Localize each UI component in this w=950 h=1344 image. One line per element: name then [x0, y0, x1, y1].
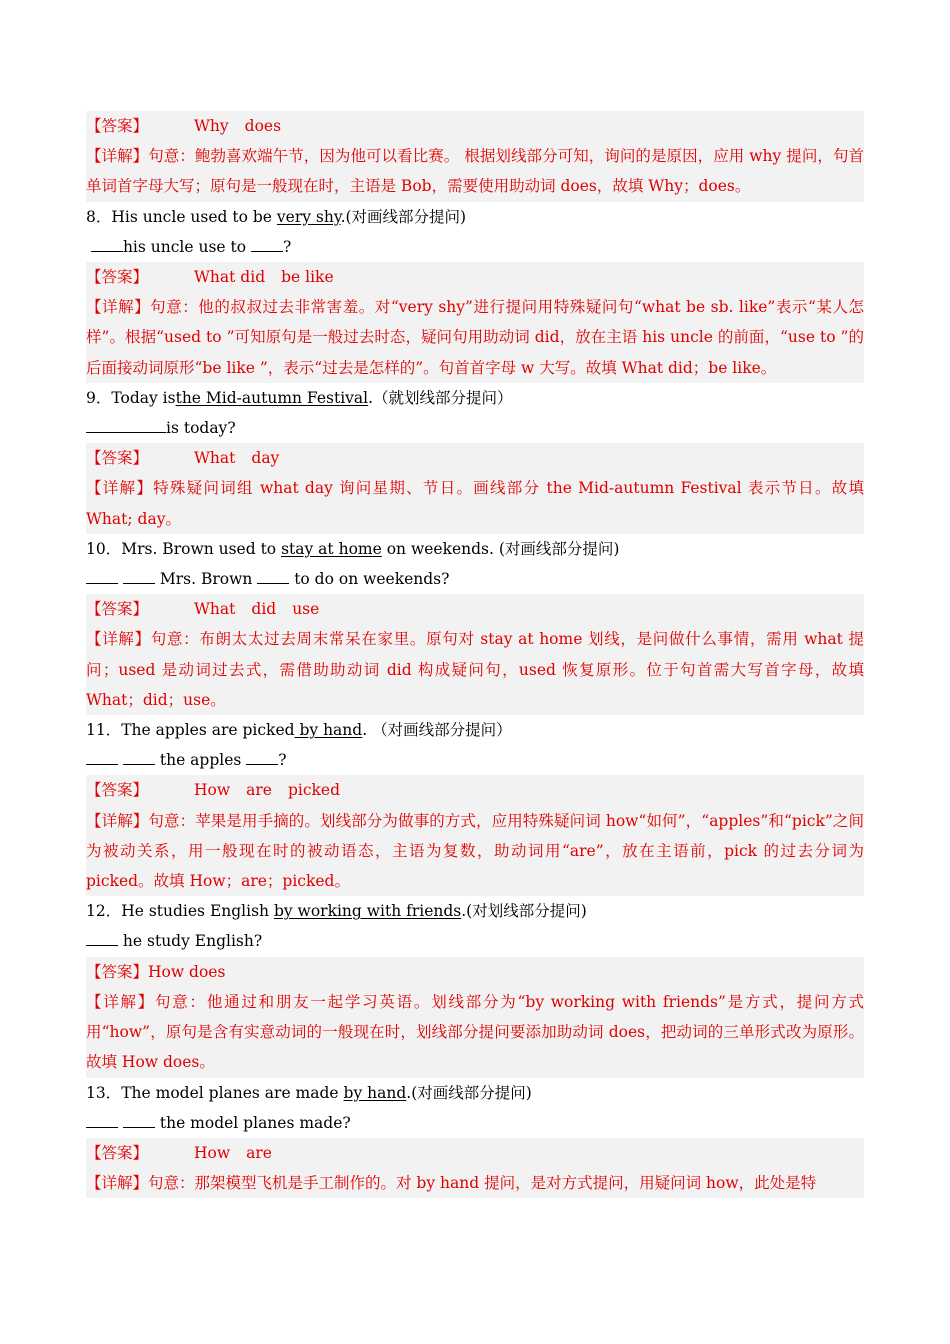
underlined-phrase: stay at home	[281, 539, 382, 558]
answer-part: does	[244, 117, 282, 135]
fill-line-10: Mrs. Brown to do on weekends?	[86, 564, 864, 594]
content	[86, 111, 864, 1198]
answer-line-10	[86, 594, 864, 624]
answer-line-11	[86, 775, 864, 805]
answer-label: 【答案】	[86, 449, 149, 468]
answer-label: 【答案】	[86, 117, 149, 135]
answer-line-12: 【答案】How does	[86, 962, 226, 981]
answer-part: How	[194, 1143, 231, 1162]
detail-7: 【详解】句意：鲍勃喜欢端午节，因为他可以看比赛。 根据划线部分可知，询问的是原因，应用 why 提问，句首单词首字母大写；原句是一般现在时，主语是 Bob，需要使用助动词 does，故填 Why；does。	[86, 147, 864, 196]
detail-12: 【详解】句意：他通过和朋友一起学习英语。划线部分为“by working with friends”是方式，提问方式用“how”，原句是含有实意动词的一般现在时，划线部分提问要添加助动词 does，把动词的三单形式改为原形。故填 How does。	[86, 992, 864, 1072]
answer-part: What	[194, 449, 236, 468]
underlined-phrase: very shy	[276, 207, 341, 226]
answer-box-9	[86, 443, 864, 534]
answer-part: Why	[194, 117, 229, 135]
blank[interactable]	[86, 750, 118, 765]
fill-line-12: he study English?	[86, 926, 864, 956]
detail-10: 【详解】句意：布朗太太过去周末常呆在家里。原句对 stay at home 划线，是问做什么事情，需用 what 提问；used 是动词过去式，需借助助动词 did 构成疑问句，used 恢复原形。位于句首需大写首字母，故填 What；did；use。	[86, 630, 864, 709]
answer-part: be like	[281, 268, 334, 287]
underlined-phrase: by hand	[343, 1083, 407, 1102]
fill-line-9: is today?	[86, 413, 864, 443]
question-9: 9．Today isthe Mid-autumn Festival.（就划线部分提问）	[86, 388, 513, 407]
answer-line-7	[86, 111, 864, 141]
blank[interactable]	[86, 418, 166, 433]
blank[interactable]	[86, 569, 118, 584]
underlined-phrase: the Mid-autumn Festival	[175, 388, 369, 407]
blank[interactable]	[123, 569, 155, 584]
answer-line-8	[86, 262, 864, 292]
answer-line-9	[86, 443, 864, 473]
question-8: 8．His uncle used to be very shy.(对画线部分提问)	[86, 207, 467, 226]
blank[interactable]	[123, 1113, 155, 1128]
answer-part: use	[292, 600, 320, 619]
blank[interactable]	[251, 237, 283, 252]
question-12: 12．He studies English by working with friends.(对划线部分提问)	[86, 902, 587, 921]
answer-part: are	[246, 1143, 272, 1162]
blank[interactable]	[246, 750, 278, 765]
question-10: 10．Mrs. Brown used to stay at home on weekends. (对画线部分提问)	[86, 539, 620, 558]
answer-box-13	[86, 1138, 864, 1198]
answer-label: 【答案】	[86, 600, 149, 619]
answer-label: 【答案】	[86, 1143, 149, 1162]
blank[interactable]	[257, 569, 289, 584]
answer-part: picked	[287, 781, 341, 800]
answer-part: What did	[194, 268, 266, 287]
detail-9: 【详解】特殊疑问词组 what day 询问星期、节日。画线部分 the Mid-autumn Festival 表示节日。故填 What; day。	[86, 479, 864, 528]
answer-part: day	[251, 449, 280, 468]
fill-line-11: the apples ?	[86, 745, 864, 775]
underlined-phrase: by hand	[294, 721, 363, 740]
fill-line-8: his uncle use to ?	[86, 232, 864, 262]
answer-part: did	[251, 600, 277, 619]
question-11: 11．The apples are picked by hand. （对画线部分提问）	[86, 721, 512, 740]
answer-part: are	[246, 781, 272, 800]
blank[interactable]	[91, 237, 123, 252]
answer-box-12	[86, 957, 864, 1078]
blank[interactable]	[86, 931, 118, 946]
answer-box-8	[86, 262, 864, 383]
answer-box-7	[86, 111, 864, 202]
detail-8: 【详解】句意：他的叔叔过去非常害羞。对“very shy”进行提问用特殊疑问句“what be sb. like”表示“某人怎样”。根据“used to ”可知原句是一般过去时态，疑问句用助动词 did，放在主语 his uncle 的前面，“use to ”的后面接动词原形“be like ”，表示“过去是怎样的”。句首首字母 w 大写。故填 What did；be like。	[86, 298, 864, 377]
underlined-phrase: by working with friends	[273, 902, 462, 921]
blank[interactable]	[123, 750, 155, 765]
answer-label: 【答案】	[86, 781, 149, 800]
answer-part: What	[194, 600, 236, 619]
question-13: 13．The model planes are made by hand.(对画线部分提问)	[86, 1083, 532, 1102]
detail-11: 【详解】句意：苹果是用手摘的。划线部分为做事的方式，应用特殊疑问词 how“如何”，“apples”和“pick”之间为被动关系，用一般现在时的被动语态，主语为复数，助动词用“are”，放在主语前，pick 的过去分词为 picked。故填 How；are；picked。	[86, 811, 864, 891]
answer-line-13	[86, 1138, 864, 1168]
answer-box-11	[86, 775, 864, 896]
blank[interactable]	[86, 1113, 118, 1128]
answer-label: 【答案】	[86, 268, 149, 287]
detail-13: 【详解】句意：那架模型飞机是手工制作的。对 by hand 提问，是对方式提问，用疑问词 how，此处是特	[86, 1174, 817, 1193]
answer-box-10	[86, 594, 864, 715]
fill-line-13: the model planes made?	[86, 1108, 864, 1138]
answer-part: How	[194, 781, 231, 800]
